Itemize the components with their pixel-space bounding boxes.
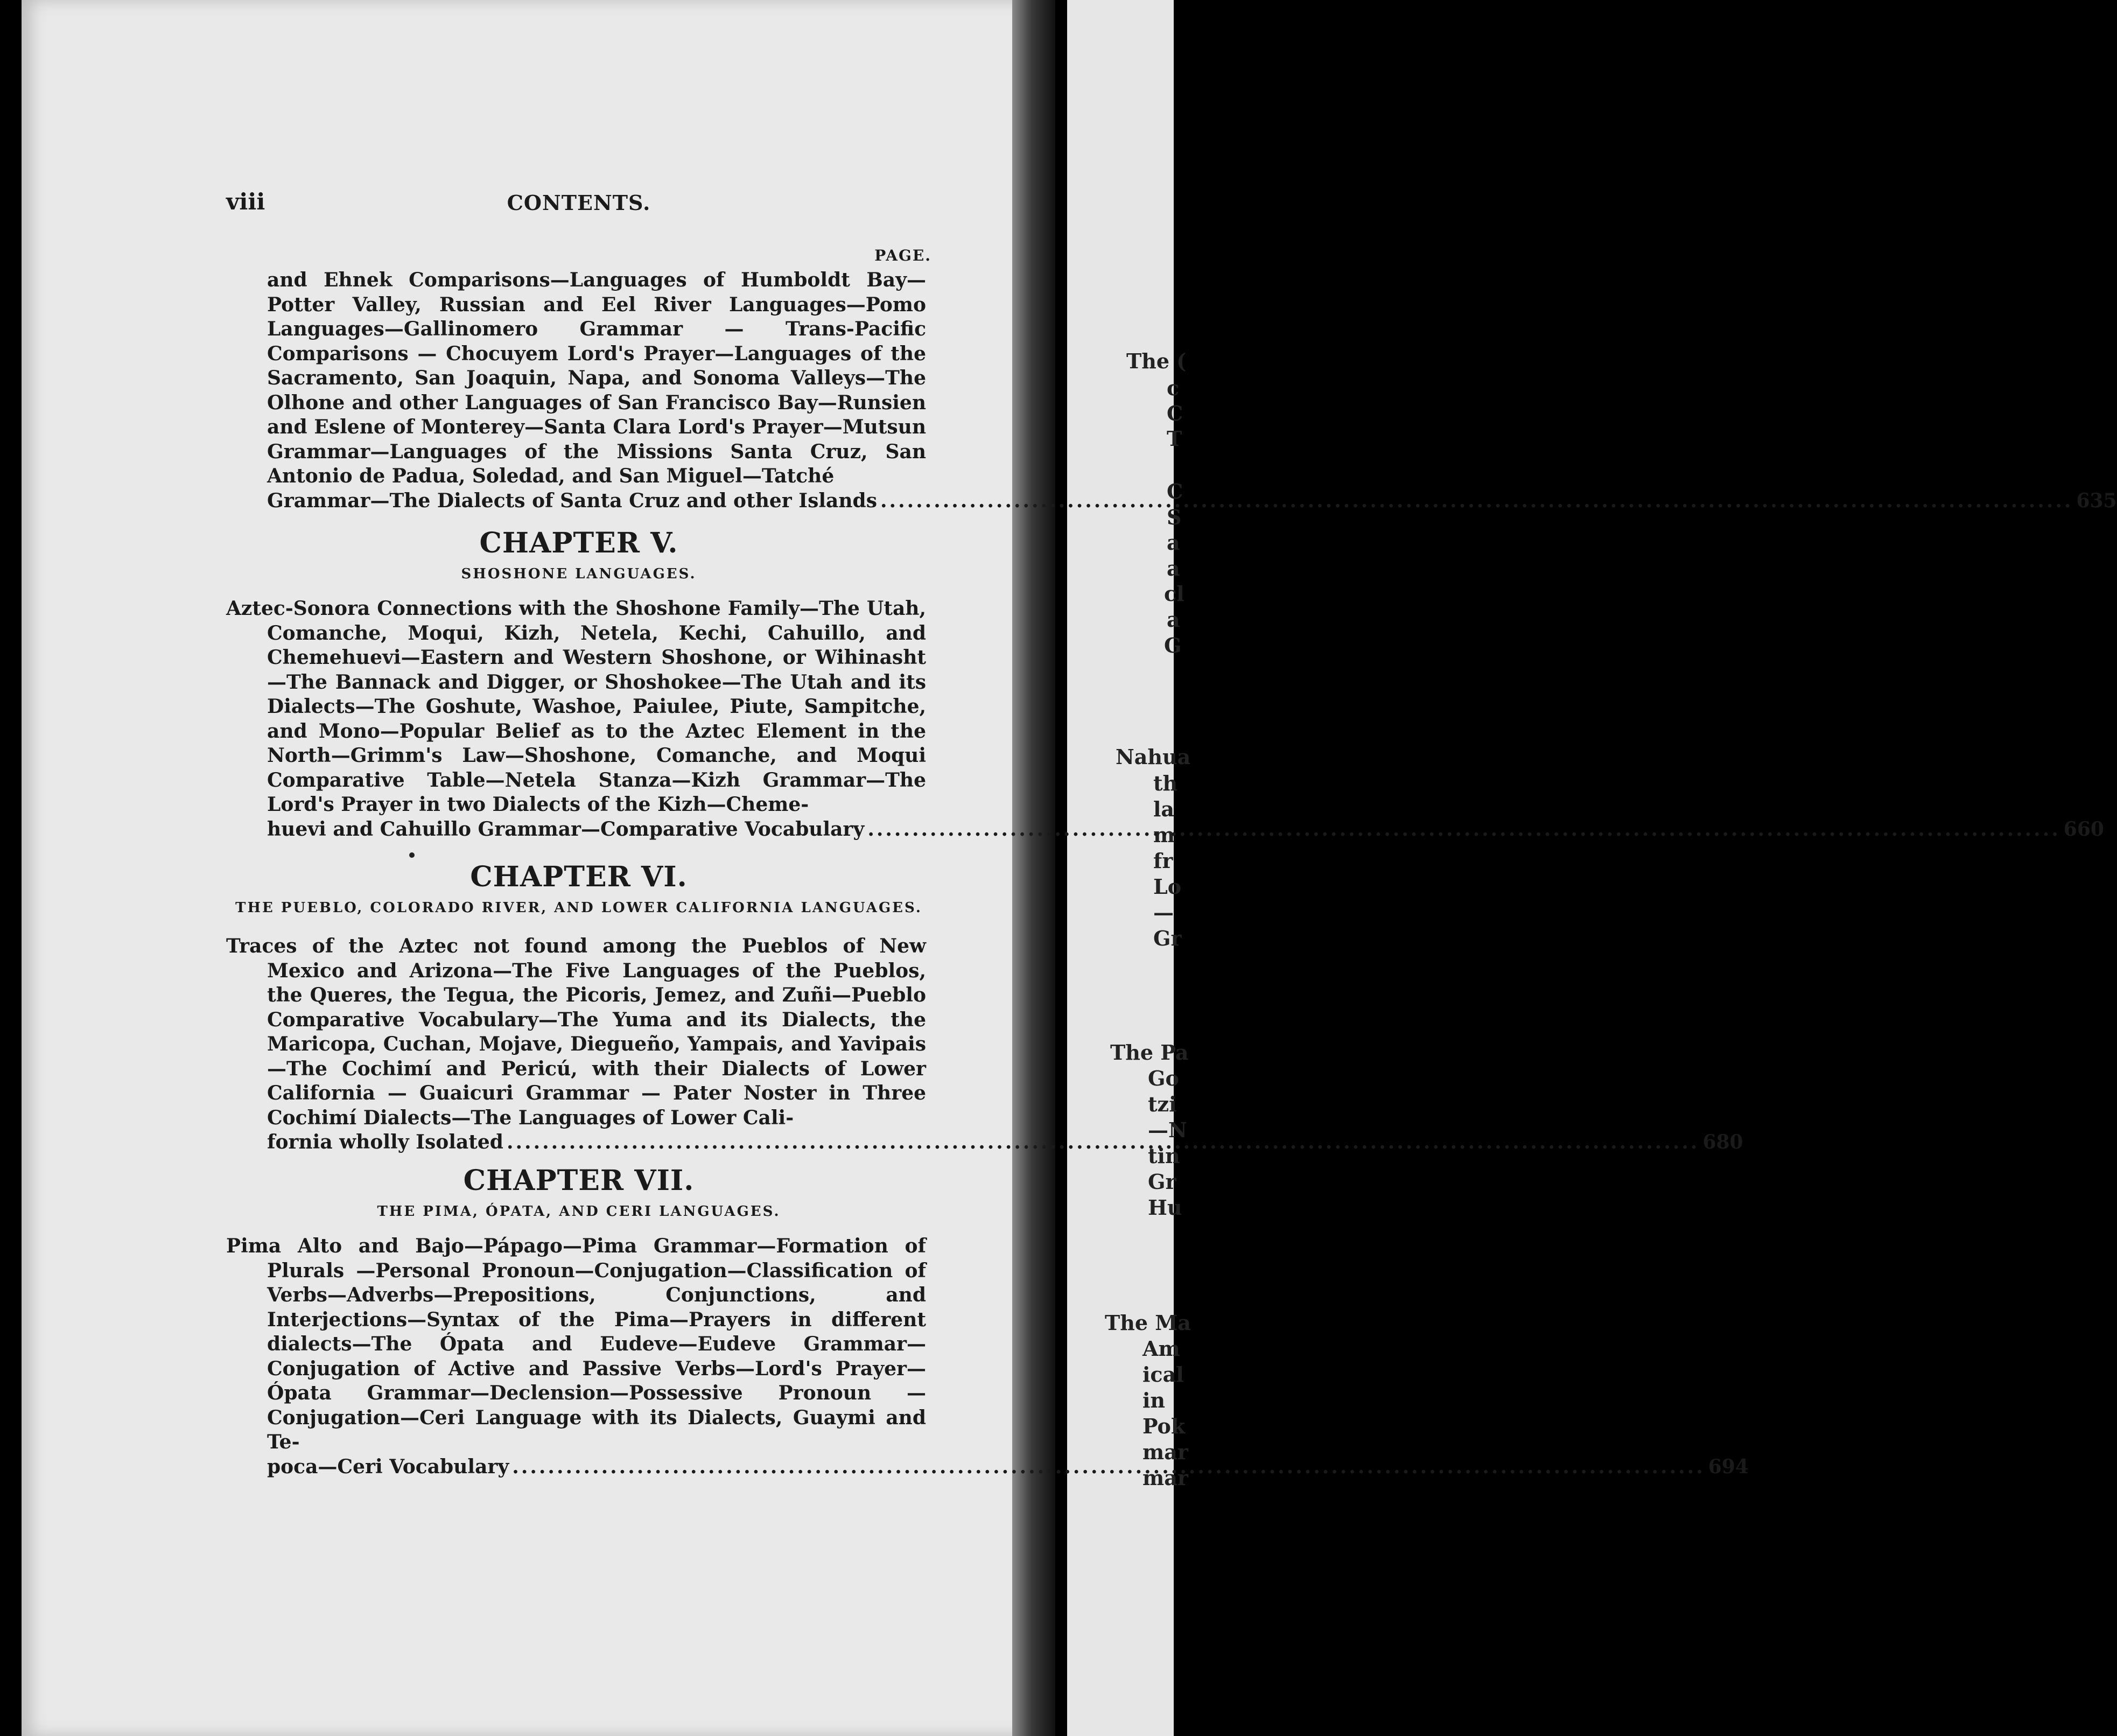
entry-page-number: 660	[2063, 817, 2104, 841]
entry-last-line-text: poca—Ceri Vocabulary	[267, 1455, 509, 1478]
facing-fragment: tin	[1148, 1144, 1180, 1168]
chapter-heading	[226, 527, 931, 582]
facing-fragment: Lo	[1153, 874, 1182, 899]
facing-fragment: Go	[1148, 1066, 1179, 1090]
entry-text: and Ehnek Comparisons—Languages of Humboldt Bay—Potter Valley, Russian and Eel River Languages—Pomo Languages—Gallinomero Grammar — Trans-Pacific Comparisons — Chocuyem Lord's Prayer—Languages of the Sacramento, San Joaquin, Napa, and Sonoma Valleys—The Olhone and other Languages of San Francisco Bay—Runsien and Eslene of Monterey—Santa Clara Lord's Prayer—Mutsun Grammar—Languages of the Missions Santa Cruz, San Antonio de Padua, Soledad, and San Miguel—Tatché	[267, 269, 926, 487]
facing-fragment: Am	[1142, 1336, 1180, 1361]
entry-last-line-text: huevi and Cahuillo Grammar—Comparative Vocabulary	[267, 817, 865, 841]
entry-last-line-text: Grammar—The Dialects of Santa Cruz and other Islands	[267, 489, 877, 512]
contents-entry	[226, 268, 2117, 513]
facing-fragment: Nahua	[1116, 745, 1191, 769]
facing-fragment: Gr	[1153, 926, 1182, 950]
facing-fragment: mar	[1142, 1466, 1188, 1490]
facing-fragment: cl	[1164, 582, 1184, 606]
facing-fragment: G	[1164, 633, 1182, 657]
entry-last-line	[267, 1130, 1743, 1155]
dot-leader	[507, 1130, 1699, 1155]
facing-fragment: The (	[1126, 349, 1187, 373]
chapter-subtitle: THE PIMA, ÓPATA, AND CERI LANGUAGES.	[377, 1203, 781, 1220]
facing-fragment: T	[1167, 426, 1182, 451]
entry-text: Traces of the Aztec not found among the Pueblos of New Mexico and Arizona—The Five Languages of the Pueblos, the Queres, the Tegua, the Picoris, Jemez, and Zuñi—Pueblo Comparative Vocabulary—The Yuma and its Dialects, the Maricopa, Cuchan, Mojave, Diegueño, Yampais, and Yavipais—The Cochimí and Pericú, with their Dialects of Lower California — Guaicuri Grammar — Pater Noster in Three Cochimí Dialects—The Languages of Lower Cali-	[226, 935, 926, 1129]
chapter-title: CHAPTER VII.	[463, 1164, 695, 1197]
chapter-heading	[226, 860, 931, 916]
entry-text: Pima Alto and Bajo—Pápago—Pima Grammar—Formation of Plurals —Personal Pronoun—Conjugation—Classification of Verbs—Adverbs—Prepositions, Conjunctions, and Interjections—Syntax of the Pima—Prayers in different dialects—The Ópata and Eudeve—Eudeve Grammar—Conjugation of Active and Passive Verbs—Lord's Prayer—Ópata Grammar—Declension—Possessive Pronoun —Conjugation—Ceri Language with its Dialects, Guaymi and Te-	[226, 1235, 926, 1453]
page-column-label: PAGE.	[874, 247, 931, 264]
entry-last-line-text: fornia wholly Isolated	[267, 1131, 503, 1153]
facing-fragment: la	[1153, 797, 1175, 821]
facing-fragment: C	[1167, 401, 1183, 425]
entry-last-line	[267, 489, 2117, 514]
facing-fragment: m	[1153, 823, 1175, 847]
facing-fragment: ical	[1142, 1362, 1184, 1387]
facing-fragment: Gr	[1148, 1170, 1176, 1194]
facing-fragment: Hu	[1148, 1195, 1182, 1220]
chapter-title: CHAPTER V.	[479, 527, 678, 559]
facing-fragment: a	[1167, 607, 1180, 632]
facing-fragment: The Pa	[1110, 1040, 1189, 1065]
facing-fragment: The Ma	[1105, 1311, 1191, 1335]
facing-fragment: fr	[1153, 849, 1173, 873]
facing-fragment: a	[1167, 530, 1180, 555]
entry-page-number: 680	[1702, 1131, 1743, 1153]
facing-fragment: a	[1167, 556, 1180, 580]
chapter-subtitle: THE PUEBLO, COLORADO RIVER, AND LOWER CALIFORNIA LANGUAGES.	[235, 900, 922, 916]
dot-leader	[867, 817, 2060, 842]
facing-fragment: c	[1167, 376, 1180, 400]
facing-fragment: C	[1167, 479, 1183, 503]
entry-page-number: 635	[2076, 489, 2117, 512]
facing-fragment: mar	[1142, 1440, 1188, 1464]
dot-leader	[512, 1455, 1705, 1480]
facing-fragment: Pok	[1142, 1414, 1186, 1438]
page-number: viii	[226, 188, 265, 215]
facing-fragment: —N	[1148, 1118, 1187, 1142]
chapter-title: CHAPTER VI.	[470, 860, 688, 893]
chapter-subtitle: SHOSHONE LANGUAGES.	[461, 566, 697, 582]
entry-last-line	[267, 817, 2104, 842]
entry-page-number: 694	[1708, 1455, 1749, 1478]
dot-leader	[880, 489, 2073, 514]
chapter-heading	[226, 1164, 931, 1220]
facing-fragment: th	[1153, 771, 1178, 795]
facing-fragment: —	[1153, 900, 1174, 925]
running-title: CONTENTS.	[507, 191, 651, 215]
entry-text: Aztec-Sonora Connections with the Shoshone Family—The Utah, Comanche, Moqui, Kizh, Netela, Kechi, Cahuillo, and Chemehuevi—Eastern and Western Shoshone, or Wihinasht—The Bannack and Digger, or Shoshokee—The Utah and its Dialects—The Goshute, Washoe, Paiulee, Piute, Sampitche, and Mono—Popular Belief as to the Aztec Element in the North—Grimm's Law—Shoshone, Comanche, and Moqui Comparative Table—Netela Stanza—Kizh Grammar—The Lord's Prayer in two Dialects of the Kizh—Cheme-	[226, 597, 926, 816]
facing-fragment: tzi	[1148, 1092, 1177, 1116]
facing-fragment: in	[1142, 1388, 1166, 1412]
stray-print-mark	[409, 852, 415, 858]
running-header	[226, 188, 931, 264]
facing-fragment: S	[1167, 505, 1182, 529]
